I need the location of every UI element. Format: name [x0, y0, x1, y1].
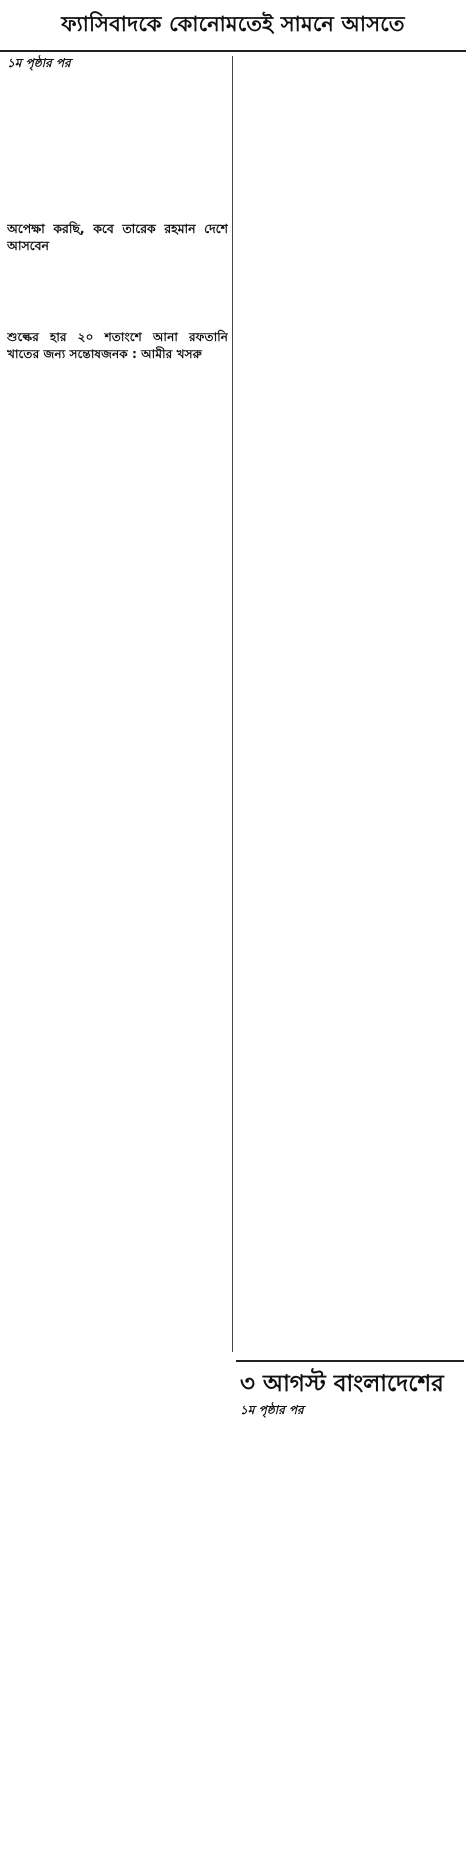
- paragraph: [239, 180, 460, 198]
- paragraph: [239, 144, 460, 162]
- paragraph: [7, 255, 228, 273]
- paragraph: [239, 54, 460, 72]
- paragraph: [239, 90, 460, 108]
- section-subhead: অপেক্ষা করছি, কবে তারেক রহমান দেশে আসবেন: [7, 221, 228, 253]
- paragraph: [239, 162, 460, 180]
- paragraph: [7, 110, 228, 128]
- paragraph: [7, 182, 228, 200]
- paragraph: [7, 128, 228, 146]
- paragraph: [7, 309, 228, 327]
- paragraph: [7, 200, 228, 218]
- paragraph: [7, 273, 228, 291]
- paragraph: [7, 74, 228, 92]
- paragraph: [239, 216, 460, 234]
- story-headline: ৩ আগস্ট বাংলাদেশের: [240, 1371, 444, 1397]
- paragraph: [239, 126, 460, 144]
- left-column: [7, 54, 228, 1844]
- column-divider: [232, 56, 233, 1352]
- continued-label: ১ম পৃষ্ঠার পর: [240, 1403, 304, 1417]
- paragraph: [7, 164, 228, 182]
- paragraph: [7, 146, 228, 164]
- story-headline: ফ্যাসিবাদকে কোনোমতেই সামনে আসতে: [0, 0, 466, 52]
- paragraph: [239, 108, 460, 126]
- paragraph: [239, 234, 460, 252]
- right-column: [239, 54, 460, 1354]
- paragraph: [7, 92, 228, 110]
- section-subhead: শুল্কের হার ২০ শতাংশে আনা রফতানি খাতের জন্য সন্তোষজনক : আমীর খসরু: [7, 330, 228, 361]
- paragraph: [236, 1424, 464, 1442]
- paragraph: [7, 291, 228, 309]
- paragraph: [239, 198, 460, 216]
- paragraph: [239, 72, 460, 90]
- continued-label: ১ম পৃষ্ঠার পর: [7, 56, 71, 70]
- second-story: [236, 1360, 464, 1860]
